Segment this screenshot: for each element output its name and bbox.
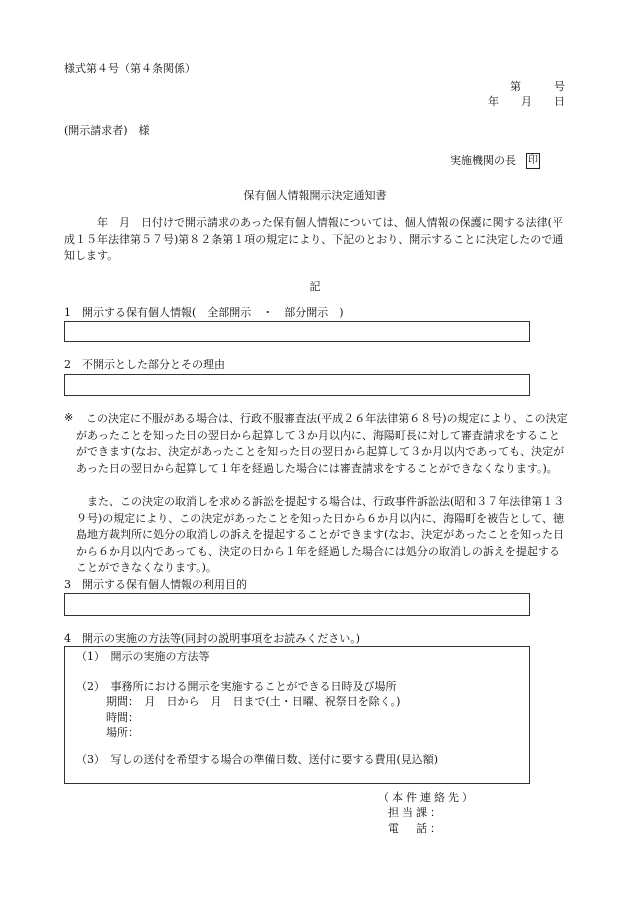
document-date: 年 月 日: [488, 95, 565, 108]
contact-phone: 電 話：: [388, 822, 444, 835]
intro-paragraph: 年 月 日付けで開示請求のあった保有個人情報については、個人情報の保護に関する法律(平成１５年法律第５７号)第８２条第１項の規定により、下記のとおり、開示することに決定したので通知します。: [64, 216, 564, 262]
issuer-title: 実施機関の長: [450, 154, 516, 167]
section3-label: 3 開示する保有個人情報の利用目的: [64, 578, 247, 591]
issuer-line: [450, 153, 540, 169]
section4-place: 場所：: [106, 726, 139, 739]
section2-label: 2 不開示とした部分とその理由: [64, 358, 225, 371]
notice-mark: ※: [64, 411, 74, 424]
section4-time: 時間：: [106, 711, 139, 724]
contact-dept: 担当課：: [388, 806, 444, 819]
section4-label: 4 開示の実施の方法等(同封の説明事項をお読みください。): [64, 632, 361, 645]
document-number: 第 号: [510, 80, 565, 93]
section4-period: 期間： 月 日から 月 日まで(土・日曜、祝祭日を除く。): [106, 695, 401, 708]
ki-heading: 記: [309, 280, 321, 293]
section3-field[interactable]: [64, 593, 530, 616]
section2-field[interactable]: [64, 374, 530, 396]
section4-box: [64, 646, 530, 784]
section4-item3: （3） 写しの送付を希望する場合の準備日数、送付に要する費用(見込額): [76, 753, 439, 766]
section1-label: 1 開示する保有個人情報( 全部開示 ・ 部分開示 ): [64, 306, 344, 319]
contact-title: （本件連絡先）: [378, 791, 476, 804]
recipient-line: (開示請求者) 様: [64, 124, 150, 137]
section4-item2: （2） 事務所における開示を実施することができる日時及び場所: [76, 680, 397, 693]
section1-field[interactable]: [64, 321, 530, 342]
seal-mark: 印: [526, 153, 540, 169]
notice-paragraph-2: また、この決定の取消しを求める訴訟を提起する場合は、行政事件訴訟法(昭和３７年法律第１３９号)の規定により、この決定があったことを知った日から６か月以内に、海陽町を被告として、徳島地方裁判所に処分の取消しの訴えを提起することができます(なお、決定があったことを知った日から６か月以内であっても、決定の日から１年を経過した場合には処分の取消しの訴えを提起することができなくなります。)。: [76, 495, 565, 574]
document-title: 保有個人情報開示決定通知書: [243, 189, 387, 202]
section4-item1: （1） 開示の実施の方法等: [76, 650, 210, 663]
form-label: 様式第４号（第４条関係）: [64, 62, 196, 75]
notice-paragraph-1: この決定に不服がある場合は、行政不服審査法(平成２６年法律第６８号)の規定により、この決定があったことを知った日の翌日から起算して３か月以内に、海陽町長に対して審査請求をすることができます(なお、決定があったことを知った日の翌日から起算して３か月以内であっても、決定があった日の翌日から起算して１年を経過した場合には審査請求をすることができなくなります。)。: [76, 412, 568, 475]
